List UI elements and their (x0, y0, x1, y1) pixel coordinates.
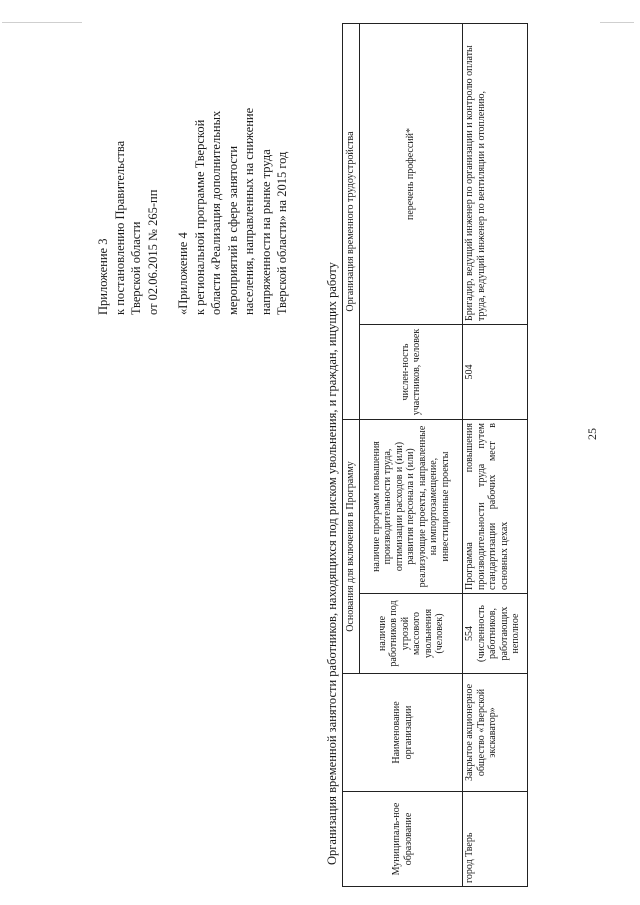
header-org-name: Наименование организации (343, 674, 463, 792)
page-number: 25 (585, 428, 599, 440)
scan-edge-mark-top (2, 22, 82, 23)
cell-org-name: Закрытое акционерное общество «Тверской экскаватор» (463, 674, 528, 792)
employment-table (342, 23, 528, 887)
table-header-row (343, 24, 360, 887)
table-row (463, 24, 528, 887)
header-municipality: Муниципаль-ное образование (343, 792, 463, 887)
approval-line: «Приложение 4 (176, 232, 190, 315)
scan-edge-mark-bottom (600, 22, 634, 23)
header-temp-count: числен-ность участников, человек (360, 325, 463, 420)
approval-line: от 02.06.2015 № 265-пп (145, 189, 160, 315)
approval-line: Тверской области (129, 221, 143, 315)
approval-line: напряженности на рынке труда (258, 149, 273, 315)
cell-count: 504 (463, 325, 528, 420)
cell-professions: Бригадир, ведущий инженер по организации и контролю оплаты труда, ведущий инженер по вентиляции и отоплению, (463, 24, 528, 325)
header-temp-professions: перечень профессий* (360, 24, 463, 325)
header-basis-program: наличие программ повышения производительности труда, оптимизации расходов и (или) развития персонала и (или) реализующие проекты, направленные на импортозамещение, инвестиционные проекты (360, 420, 463, 594)
approval-line: мероприятий в сфере занятости (225, 145, 240, 315)
header-basis-threat: наличие работников под угрозой массового увольнения (человек) (360, 594, 463, 674)
approval-gap (161, 25, 175, 315)
approval-line: к постановлению Правительства (112, 140, 127, 315)
approval-line: к региональной программе Тверской (192, 119, 207, 315)
header-temp-group: Организация временного трудоустройства (343, 24, 360, 420)
cell-program: Программа повышения производительности труда путем стандартизации рабочих мест в основных цехах (463, 420, 528, 594)
cell-municipality: город Тверь (463, 792, 528, 887)
approval-line: Приложение 3 (96, 238, 110, 315)
approval-line: области «Реализация дополнительных (209, 110, 223, 315)
header-basis-group: Основания для включения в Программу (343, 420, 360, 674)
approval-block (95, 25, 291, 315)
approval-line: населения, направленных на снижение (242, 107, 256, 315)
approval-line: Тверской области» на 2015 год (275, 151, 289, 315)
document-title: Организация временной занятости работников, находящихся под риском увольнения, и граждан, ищущих работу (325, 262, 339, 865)
cell-threat: 554 (численность работников, работающих неполное (463, 594, 528, 674)
